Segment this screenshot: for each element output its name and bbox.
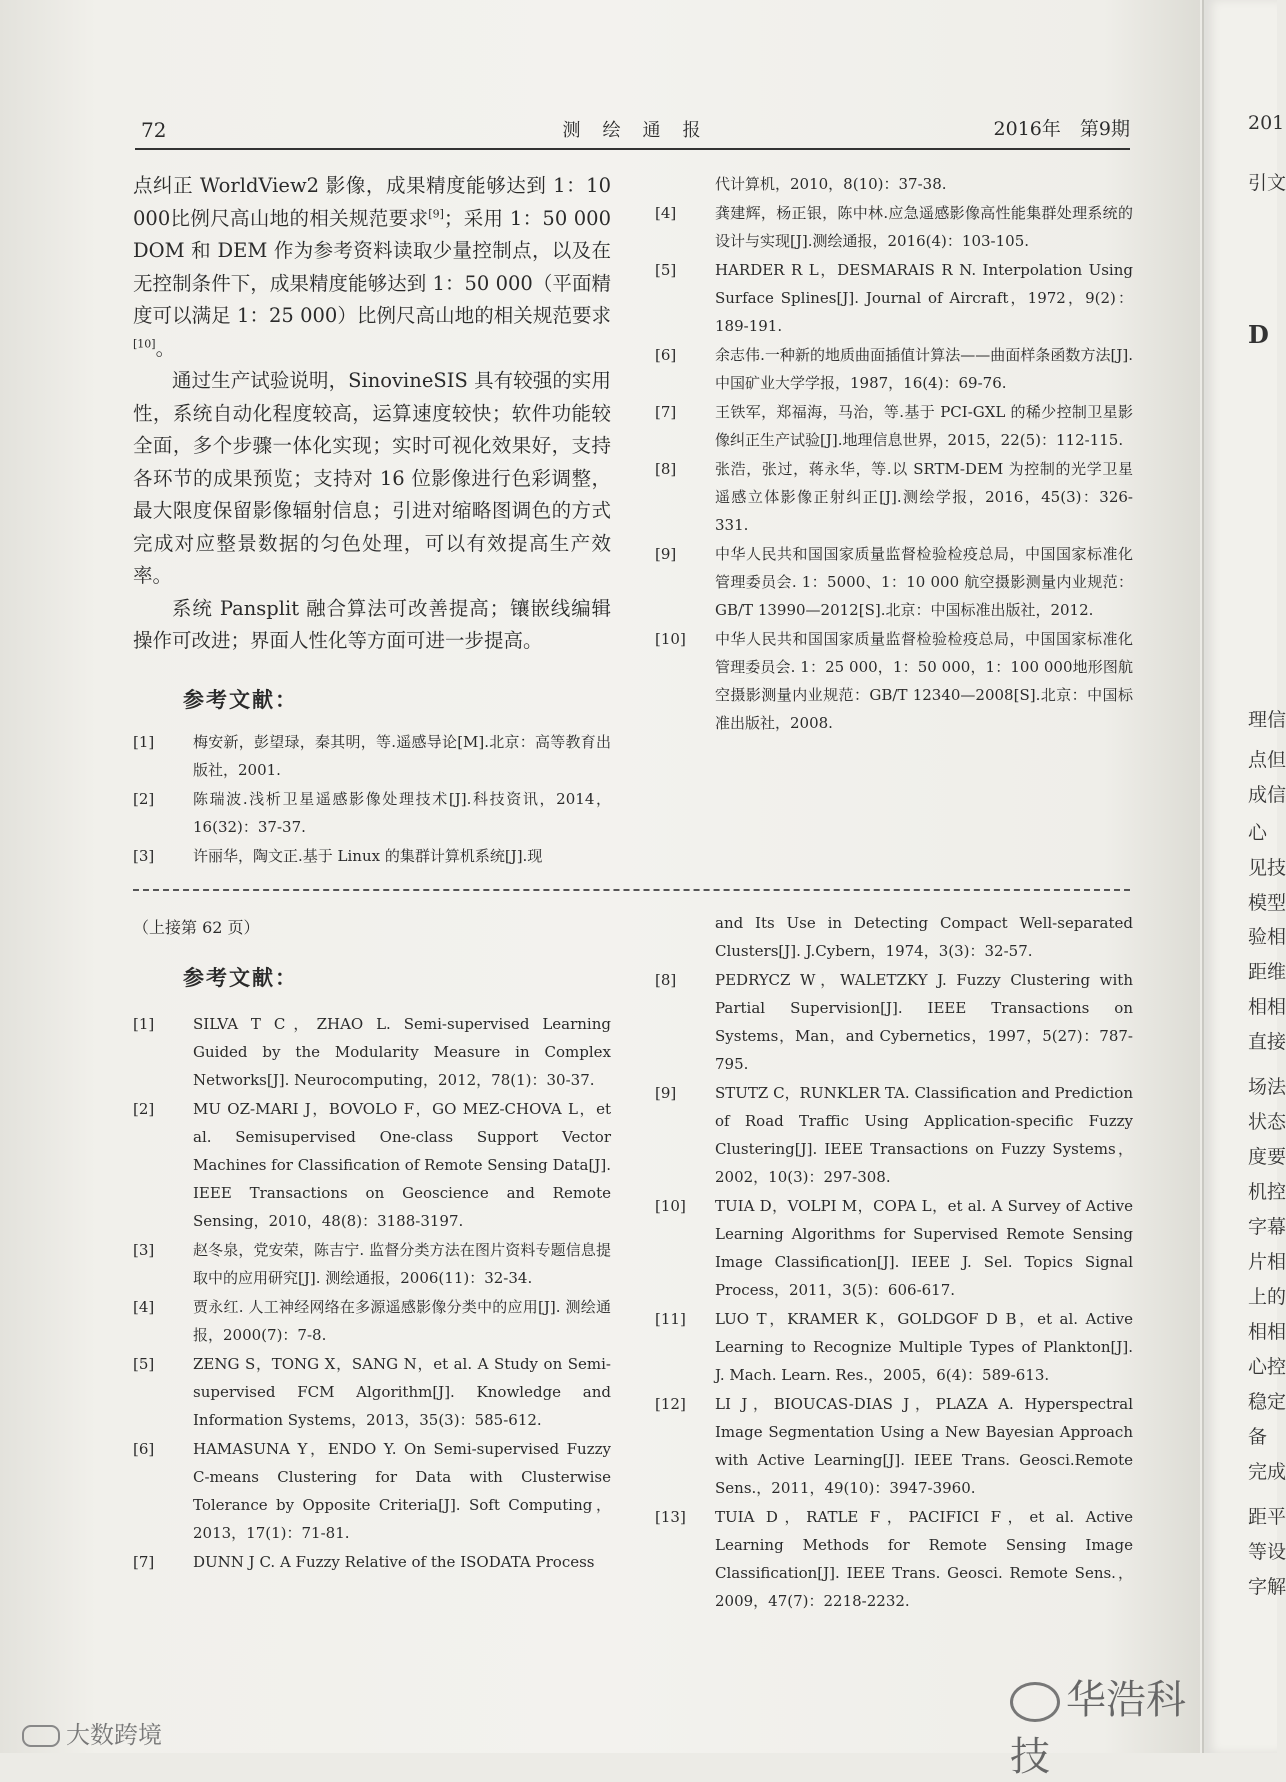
reference-number: [7] [133, 1553, 155, 1571]
reference-text: 许丽华，陶文正.基于 Linux 的集群计算机系统[J].现 [193, 847, 543, 865]
reference-item [133, 1293, 611, 1349]
reference-number: [4] [655, 204, 677, 222]
reference-list-top-left [133, 728, 611, 871]
adjacent-page-text: D [1248, 320, 1269, 349]
reference-text: 代计算机，2010，8(10)：37-38. [715, 175, 947, 193]
reference-item [655, 256, 1133, 340]
reference-text: HAMASUNA Y，ENDO Y. On Semi-supervised Fuzzy C-means Clustering for Data with Clusterwise Tolerance by Opposite Criteria[J]. Soft Computing，2013，17(1)：71-81. [193, 1440, 611, 1542]
reference-number: [1] [133, 1015, 155, 1033]
corner-watermark: 大数跨境 [22, 1715, 162, 1750]
logo-icon [22, 1725, 60, 1747]
adjacent-page-text: 字幕 [1248, 1216, 1286, 1238]
reference-text: and Its Use in Detecting Compact Well-separated Clusters[J]. J.Cybern，1974，3(3)：32-57. [715, 914, 1133, 960]
reference-list-bottom-right [655, 909, 1133, 1616]
reference-number: [10] [655, 1197, 686, 1215]
reference-item [655, 625, 1133, 737]
reference-number: [13] [655, 1508, 686, 1526]
reference-item [655, 199, 1133, 255]
adjacent-page-text: 相相 [1248, 996, 1286, 1018]
adjacent-page-text: 度要 [1248, 1146, 1286, 1168]
references-title: 参考文献： [183, 687, 298, 712]
reference-item [655, 909, 1133, 965]
reference-number: [6] [133, 1440, 155, 1458]
wechat-watermark: 华浩科技 [1010, 1677, 1186, 1780]
reference-text: 赵冬泉，党安荣，陈吉宁. 监督分类方法在图片资料专题信息提取中的应用研究[J]. 测绘通报，2006(11)：32-34. [193, 1241, 611, 1287]
adjacent-page-text: 备 [1248, 1426, 1268, 1448]
adjacent-page-text: 验相 [1248, 926, 1286, 948]
reference-text: ZENG S，TONG X，SANG N，et al. A Study on Semi-supervised FCM Algorithm[J]. Knowledge and Information Systems，2013，35(3)：585-612. [193, 1355, 611, 1429]
adjacent-page-text: 等设 [1248, 1541, 1286, 1563]
reference-item [133, 1236, 611, 1292]
continued-note: （上接第 62 页） [133, 918, 260, 937]
reference-item [655, 170, 1133, 198]
reference-number: [5] [133, 1355, 155, 1373]
reference-item [655, 966, 1133, 1078]
adjacent-page-text: 见技 [1248, 857, 1286, 879]
reference-item [655, 1192, 1133, 1304]
reference-number: [10] [655, 630, 686, 648]
reference-text: SILVA T C，ZHAO L. Semi-supervised Learning Guided by the Modularity Measure in Complex Networks[J]. Neurocomputing，2012，78(1)：30-37. [193, 1015, 611, 1089]
paragraph: 点纠正 WorldView2 影像，成果精度能够达到 1：10 000比例尺高山地的相关规范要求[9]；采用 1：50 000 DOM 和 DEM 作为参考资料读取少量控制点，以及在无控制条件下，成果精度能够达到 1：50 000（平面精度可以满足 1：25 000）比例尺高山地的相关规范要求[10]。 [133, 174, 611, 360]
reference-number: [9] [655, 545, 677, 563]
reference-item [133, 1548, 611, 1576]
reference-item [133, 1350, 611, 1434]
page-header [135, 112, 1130, 150]
reference-text: 张浩，张过，蒋永华，等.以 SRTM-DEM 为控制的光学卫星遥感立体影像正射纠正[J].测绘学报，2016，45(3)：326-331. [715, 460, 1133, 534]
reference-number: [12] [655, 1395, 686, 1413]
adjacent-page-edge [1202, 0, 1286, 1753]
adjacent-page-text: 心 [1248, 822, 1268, 844]
reference-number: [2] [133, 790, 155, 808]
reference-text: 贾永红. 人工神经网络在多源遥感影像分类中的应用[J]. 测绘通报，2000(7)：7-8. [193, 1298, 611, 1344]
reference-number: [1] [133, 733, 155, 751]
reference-number: [5] [655, 261, 677, 279]
adjacent-page-text: 引文 [1248, 172, 1286, 194]
adjacent-page-text: 完成 [1248, 1461, 1286, 1483]
reference-text: DUNN J C. A Fuzzy Relative of the ISODATA Process [193, 1553, 595, 1571]
adjacent-page-text: 距平 [1248, 1506, 1286, 1528]
section-divider [133, 889, 1130, 891]
reference-item [133, 1435, 611, 1547]
reference-item [133, 785, 611, 841]
body-text [133, 170, 611, 658]
reference-number: [7] [655, 403, 677, 421]
adjacent-page-text: 状态 [1248, 1111, 1286, 1133]
reference-text: 中华人民共和国国家质量监督检验检疫总局，中国国家标准化管理委员会. 1：25 000，1：50 000，1：100 000地形图航空摄影测量内业规范：GB/T 12340—2008[S].北京：中国标准出版社，2008. [715, 630, 1133, 732]
reference-number: [9] [655, 1084, 677, 1102]
reference-text: 陈瑞波.浅析卫星遥感影像处理技术[J].科技资讯，2014，16(32)：37-37. [193, 790, 611, 836]
issue-label: 2016年 第9期 [993, 118, 1130, 140]
reference-number: [8] [655, 971, 677, 989]
adjacent-page-text: 相相 [1248, 1321, 1286, 1343]
reference-item [655, 1305, 1133, 1389]
reference-item [133, 1095, 611, 1235]
reference-number: [3] [133, 847, 155, 865]
reference-item [655, 398, 1133, 454]
wechat-icon [1010, 1682, 1060, 1722]
adjacent-page-text: 模型 [1248, 892, 1286, 914]
adjacent-page-text: 成信 [1248, 784, 1286, 806]
reference-number: [6] [655, 346, 677, 364]
adjacent-page-text: 上的 [1248, 1286, 1286, 1308]
reference-item [133, 728, 611, 784]
adjacent-page-text: 201 [1248, 112, 1285, 134]
reference-list-top-right [655, 170, 1133, 738]
adjacent-page-text: 稳定 [1248, 1391, 1286, 1413]
reference-item [655, 341, 1133, 397]
reference-text: STUTZ C，RUNKLER TA. Classification and Prediction of Road Traffic Using Application-specific Fuzzy Clustering[J]. IEEE Transactions on Fuzzy Systems，2002，10(3)：297-308. [715, 1084, 1133, 1186]
adjacent-page-text: 机控 [1248, 1181, 1286, 1203]
reference-text: 龚建辉，杨正银，陈中林.应急遥感影像高性能集群处理系统的设计与实现[J].测绘通报，2016(4)：103-105. [715, 204, 1133, 250]
adjacent-page-text: 点但 [1248, 749, 1286, 771]
page-number: 72 [141, 118, 167, 142]
reference-number: [11] [655, 1310, 686, 1328]
reference-text: 梅安新，彭望琭，秦其明，等.遥感导论[M].北京：高等教育出版社，2001. [193, 733, 611, 779]
adjacent-page-text: 理信 [1248, 709, 1286, 731]
adjacent-page-text: 直接 [1248, 1031, 1286, 1053]
reference-item [655, 1390, 1133, 1502]
reference-list-bottom-left [133, 1010, 611, 1577]
reference-number: [2] [133, 1100, 155, 1118]
reference-text: PEDRYCZ W，WALETZKY J. Fuzzy Clustering with Partial Supervision[J]. IEEE Transactions on Systems，Man，and Cybernetics，1997，5(27)：787-795. [715, 971, 1133, 1073]
reference-text: 中华人民共和国国家质量监督检验检疫总局，中国国家标准化管理委员会. 1：5000、1：10 000 航空摄影测量内业规范：GB/T 13990—2012[S].北京：中国标准出版社，2012. [715, 545, 1133, 619]
reference-item [133, 1010, 611, 1094]
reference-text: TUIA D，VOLPI M，COPA L，et al. A Survey of Active Learning Algorithms for Supervised Remote Sensing Image Classification[J]. IEEE J. Sel. Topics Signal Process，2011，3(5)：606-617. [715, 1197, 1133, 1299]
references-title-2: 参考文献： [183, 965, 298, 990]
adjacent-page-text: 片相 [1248, 1251, 1286, 1273]
reference-number: [8] [655, 460, 677, 478]
reference-text: LI J，BIOUCAS-DIAS J，PLAZA A. Hyperspectral Image Segmentation Using a New Bayesian Approach with Active Learning[J]. IEEE Trans. Geosci.Remote Sens.，2011，49(10)：3947-3960. [715, 1395, 1133, 1497]
adjacent-page-text: 场法 [1248, 1076, 1286, 1098]
reference-text: TUIA D，RATLE F，PACIFICI F，et al. Active Learning Methods for Remote Sensing Image Classification[J]. IEEE Trans. Geosci. Remote Sens.，2009，47(7)：2218-2232. [715, 1508, 1133, 1610]
reference-text: LUO T，KRAMER K，GOLDGOF D B，et al. Active Learning to Recognize Multiple Types of Plankton[J]. J. Mach. Learn. Res.，2005，6(4)：589-613. [715, 1310, 1133, 1384]
reference-item [655, 1503, 1133, 1615]
adjacent-page-text: 字解 [1248, 1576, 1286, 1598]
reference-number: [3] [133, 1241, 155, 1259]
reference-text: MU OZ-MARI J，BOVOLO F，GO MEZ-CHOVA L，et al. Semisupervised One-class Support Vector Machines for Classification of Remote Sensing Data[J]. IEEE Transactions on Geoscience and Remote Sensing，2010，48(8)：3188-3197. [193, 1100, 611, 1230]
reference-text: 余志伟.一种新的地质曲面插值计算法——曲面样条函数方法[J].中国矿业大学学报，1987，16(4)：69-76. [715, 346, 1133, 392]
journal-title: 测绘通报 [562, 120, 723, 141]
reference-item [655, 1079, 1133, 1191]
reference-item [655, 540, 1133, 624]
reference-item [133, 842, 611, 870]
reference-text: 王铁军，郑福海，马治，等.基于 PCI-GXL 的稀少控制卫星影像纠正生产试验[J].地理信息世界，2015，22(5)：112-115. [715, 403, 1133, 449]
reference-item [655, 455, 1133, 539]
reference-text: HARDER R L，DESMARAIS R N. Interpolation Using Surface Splines[J]. Journal of Aircraft，1972，9(2)：189-191. [715, 261, 1133, 335]
adjacent-page-text: 心控 [1248, 1356, 1286, 1378]
reference-number: [4] [133, 1298, 155, 1316]
paragraph: 系统 Pansplit 融合算法可改善提高；镶嵌线编辑操作可改进；界面人性化等方面可进一步提高。 [133, 596, 611, 652]
paragraph: 通过生产试验说明，SinovineSIS 具有较强的实用性，系统自动化程度较高，运算速度较快；软件功能较全面，多个步骤一体化实现；实时可视化效果好，支持各环节的成果预览；支持对 16 位影像进行色彩调整，最大限度保留影像辐射信息；引进对缩略图调色的方式完成对应整景数据的匀色处理，可以有效提高生产效率。 [133, 369, 611, 587]
adjacent-page-text: 距维 [1248, 961, 1286, 983]
